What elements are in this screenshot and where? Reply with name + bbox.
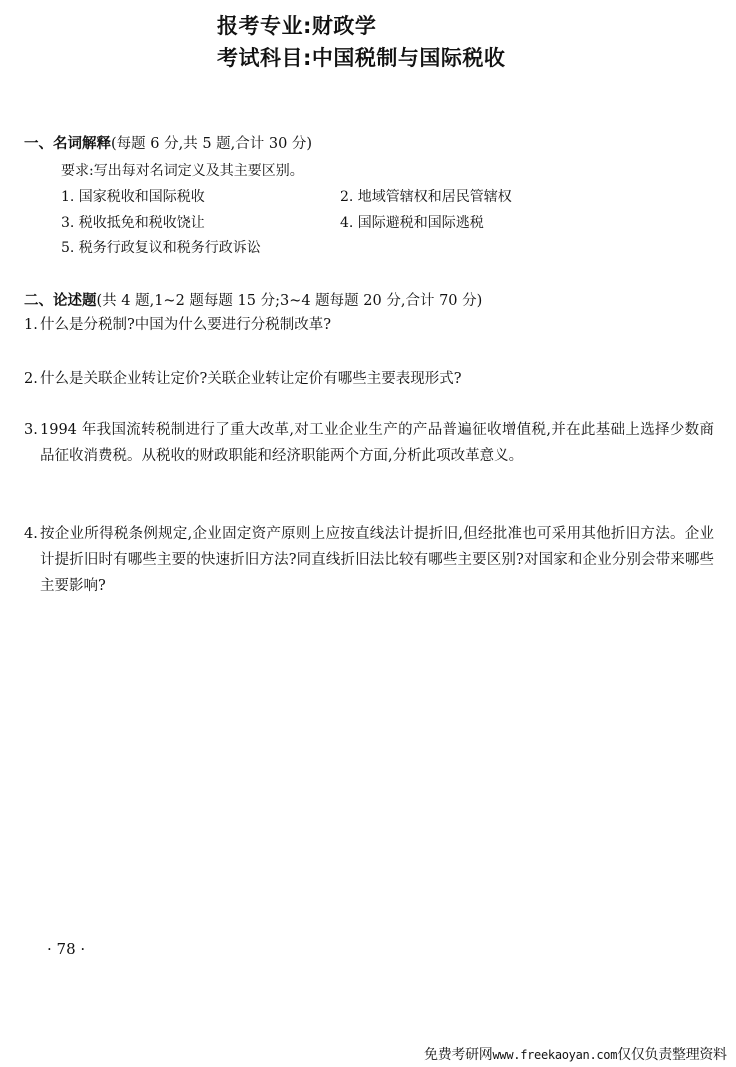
section1-requirement: 要求:写出每对名词定义及其主要区别。	[61, 163, 304, 179]
question-number: 3.	[24, 422, 38, 438]
footer-suffix: 仅仅负责整理资料	[617, 1047, 727, 1063]
term-item-4: 4. 国际避税和国际逃税	[340, 215, 484, 231]
footer-prefix: 免费考研网	[424, 1047, 493, 1063]
section2-title: 二、论述题	[24, 293, 97, 309]
footer-url: www.freekaoyan.com	[492, 1048, 618, 1062]
essay-question-2	[24, 366, 714, 392]
term-item-5: 5. 税务行政复议和税务行政诉讼	[61, 240, 261, 256]
question-text: 按企业所得税条例规定,企业固定资产原则上应按直线法计提折旧,但经批准也可采用其他折旧方法。企业计提折旧时有哪些主要的快速折旧方法?同直线折旧法比较有哪些主要区别?对国家和企业分别会带来哪些主要影响?	[40, 526, 714, 594]
exam-major-title: 报考专业:财政学	[217, 14, 377, 38]
question-number: 2.	[24, 371, 38, 387]
question-text: 什么是关联企业转让定价?关联企业转让定价有哪些主要表现形式?	[40, 371, 462, 387]
term-item-2: 2. 地域管辖权和居民管辖权	[340, 189, 512, 205]
section2-info: (共 4 题,1~2 题每题 15 分;3~4 题每题 20 分,合计 70 分)	[96, 293, 483, 309]
essay-question-1	[24, 312, 714, 338]
page-number: · 78 ·	[47, 940, 86, 958]
section2-heading	[24, 289, 482, 310]
footer-watermark	[424, 1044, 727, 1064]
question-number: 1.	[24, 317, 38, 333]
essay-question-3	[24, 417, 714, 469]
question-number: 4.	[24, 526, 38, 542]
term-item-3: 3. 税收抵免和税收饶让	[61, 215, 205, 231]
exam-subject-title: 考试科目:中国税制与国际税收	[217, 46, 506, 70]
question-text: 什么是分税制?中国为什么要进行分税制改革?	[40, 317, 332, 333]
essay-question-4	[24, 521, 714, 599]
term-item-1: 1. 国家税收和国际税收	[61, 189, 205, 205]
section1-info: (每题 6 分,共 5 题,合计 30 分)	[111, 136, 313, 152]
question-text: 1994 年我国流转税制进行了重大改革,对工业企业生产的产品普遍征收增值税,并在此基础上选择少数商品征收消费税。从税收的财政职能和经济职能两个方面,分析此项改革意义。	[40, 422, 714, 464]
section1-title: 一、名词解释	[24, 136, 111, 152]
section1-heading	[24, 132, 312, 153]
